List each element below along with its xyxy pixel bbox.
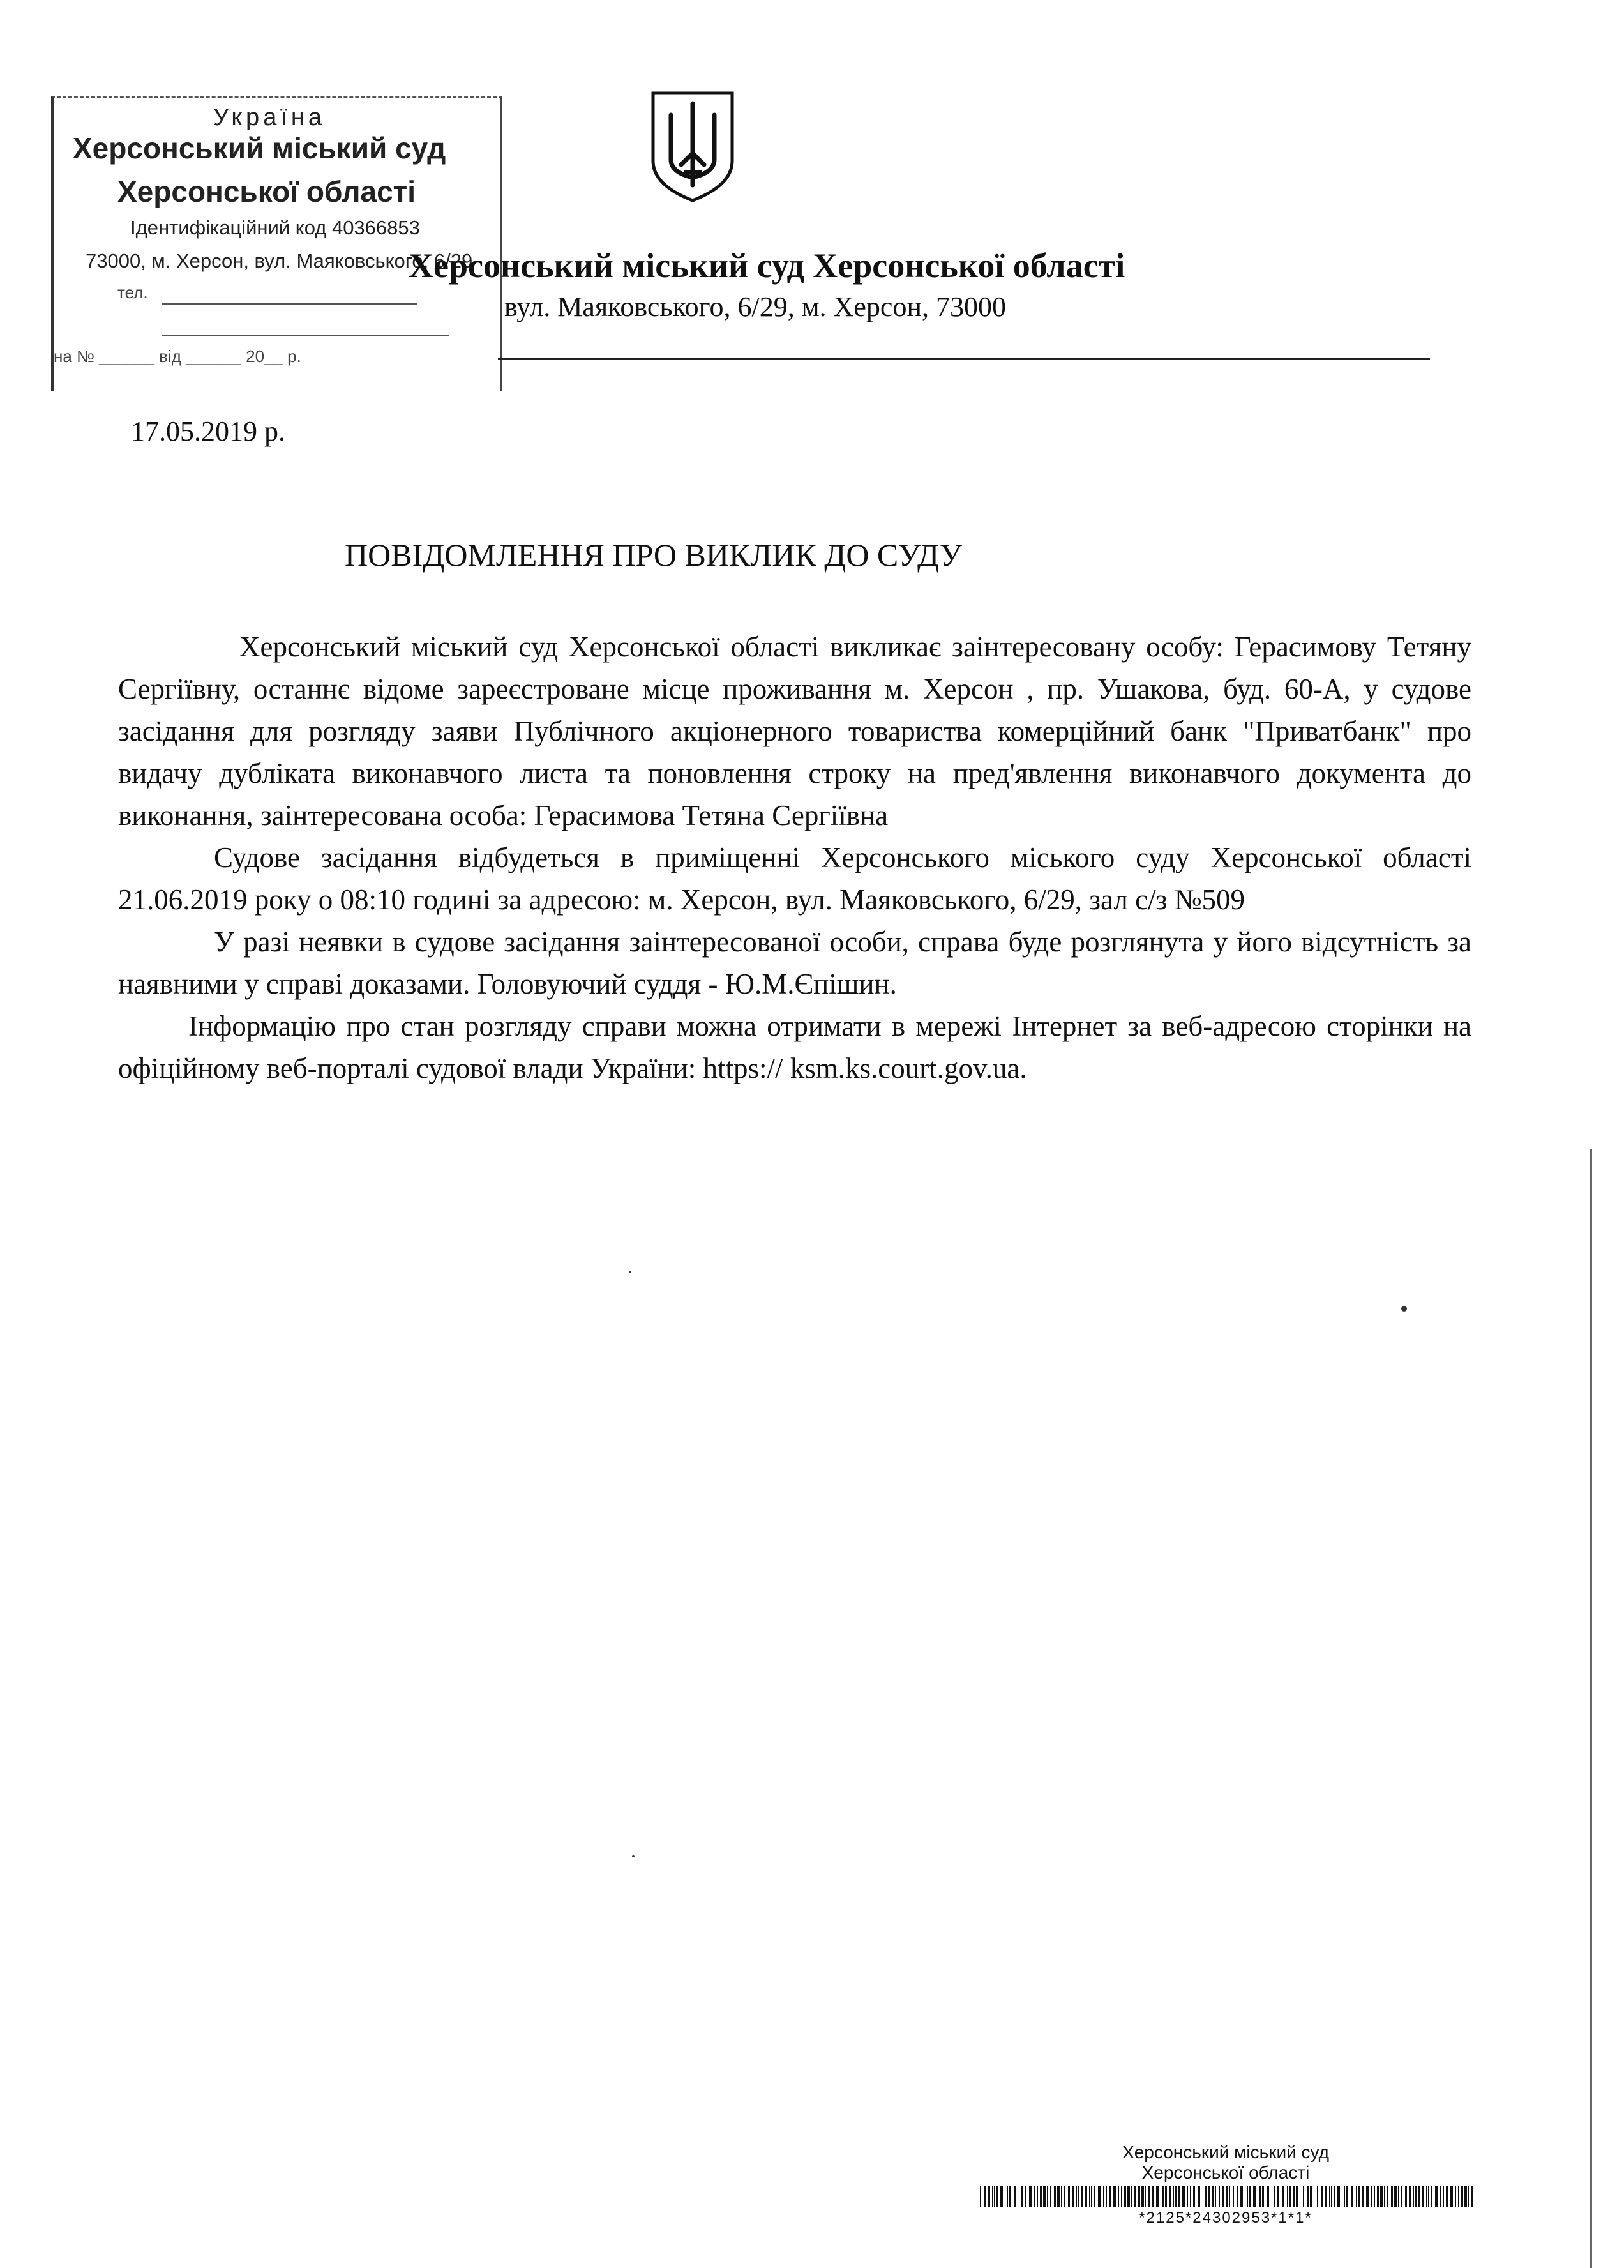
barcode-icon — [977, 2186, 1475, 2207]
scan-edge — [1590, 1149, 1592, 2268]
court-address: вул. Маяковського, 6/29, м. Херсон, 73000 — [504, 291, 1006, 322]
footer-court-name: Херсонський міський суд — [1122, 2142, 1329, 2162]
paragraph-summons: Херсонський міський суд Херсонської області викликає заінтересовану особу: Герасимову Тетяну Сергіївну, останнє відоме зареєстроване місце проживання м. Херсон , пр. Ушакова, буд. 60-А, у судове засідання для розгляду заяви Публічного акціонерного товариства комерційний банк "Приватбанк" про видачу дубліката виконавчого листа та поновлення строку на пред'явлення виконавчого документа до виконання, заінтересована особа: Герасимова Тетяна Сергіївна — [118, 631, 1471, 831]
document-date: 17.05.2019 р. — [131, 416, 285, 447]
paragraph-absence: У разі неявки в судове засідання заінтересованої особи, справа буде розглянута у його відсутність за наявними у справі доказами. Головуючий суддя - Ю.М.Єпішин. — [118, 926, 1471, 1000]
stamp-tel-label: тел. — [117, 283, 148, 302]
trident-icon — [648, 89, 737, 204]
document-title: ПОВІДОМЛЕННЯ ПРО ВИКЛИК ДО СУДУ — [345, 537, 963, 573]
stamp-blank-line — [162, 335, 449, 336]
footer-court-region: Херсонської області — [1141, 2163, 1310, 2182]
stamp-court-region: Херсонської області — [117, 175, 416, 208]
barcode-block — [977, 2142, 1475, 2227]
stamp-address: 73000, м. Херсон, вул. Маяковського, 6/29 — [86, 250, 473, 272]
scan-speck — [632, 1855, 635, 1857]
scan-speck — [629, 1271, 631, 1273]
paragraph-info: Інформацію про стан розгляду справи можна отримати в мережі Інтернет за веб-адресою сторінки на офіційному веб-порталі судової влади України: https:// ksm.ks.court.gov.ua. — [118, 1010, 1471, 1084]
header-divider — [498, 358, 1430, 360]
document-body — [118, 626, 1471, 1089]
court-stamp — [51, 96, 502, 391]
stamp-ref-number: на № ______ від ______ 20__ р. — [54, 347, 301, 366]
stamp-tel-line — [162, 303, 417, 305]
scan-speck — [1401, 1306, 1407, 1312]
barcode-number: *2125*24302953*1*1* — [1139, 2209, 1312, 2226]
stamp-country: Україна — [213, 104, 326, 131]
stamp-id-code: Ідентифікаційний код 40366853 — [130, 216, 420, 239]
court-name-heading: Херсонський міський суд Херсонської області — [409, 246, 1125, 285]
paragraph-hearing: Судове засідання відбудеться в приміщенні Херсонського міського суду Херсонської області 21.06.2019 року о 08:10 годині за адресою: м. Херсон, вул. Маяковського, 6/29, зал с/з №509 — [118, 842, 1471, 916]
stamp-court-name: Херсонський міський суд — [73, 132, 446, 165]
